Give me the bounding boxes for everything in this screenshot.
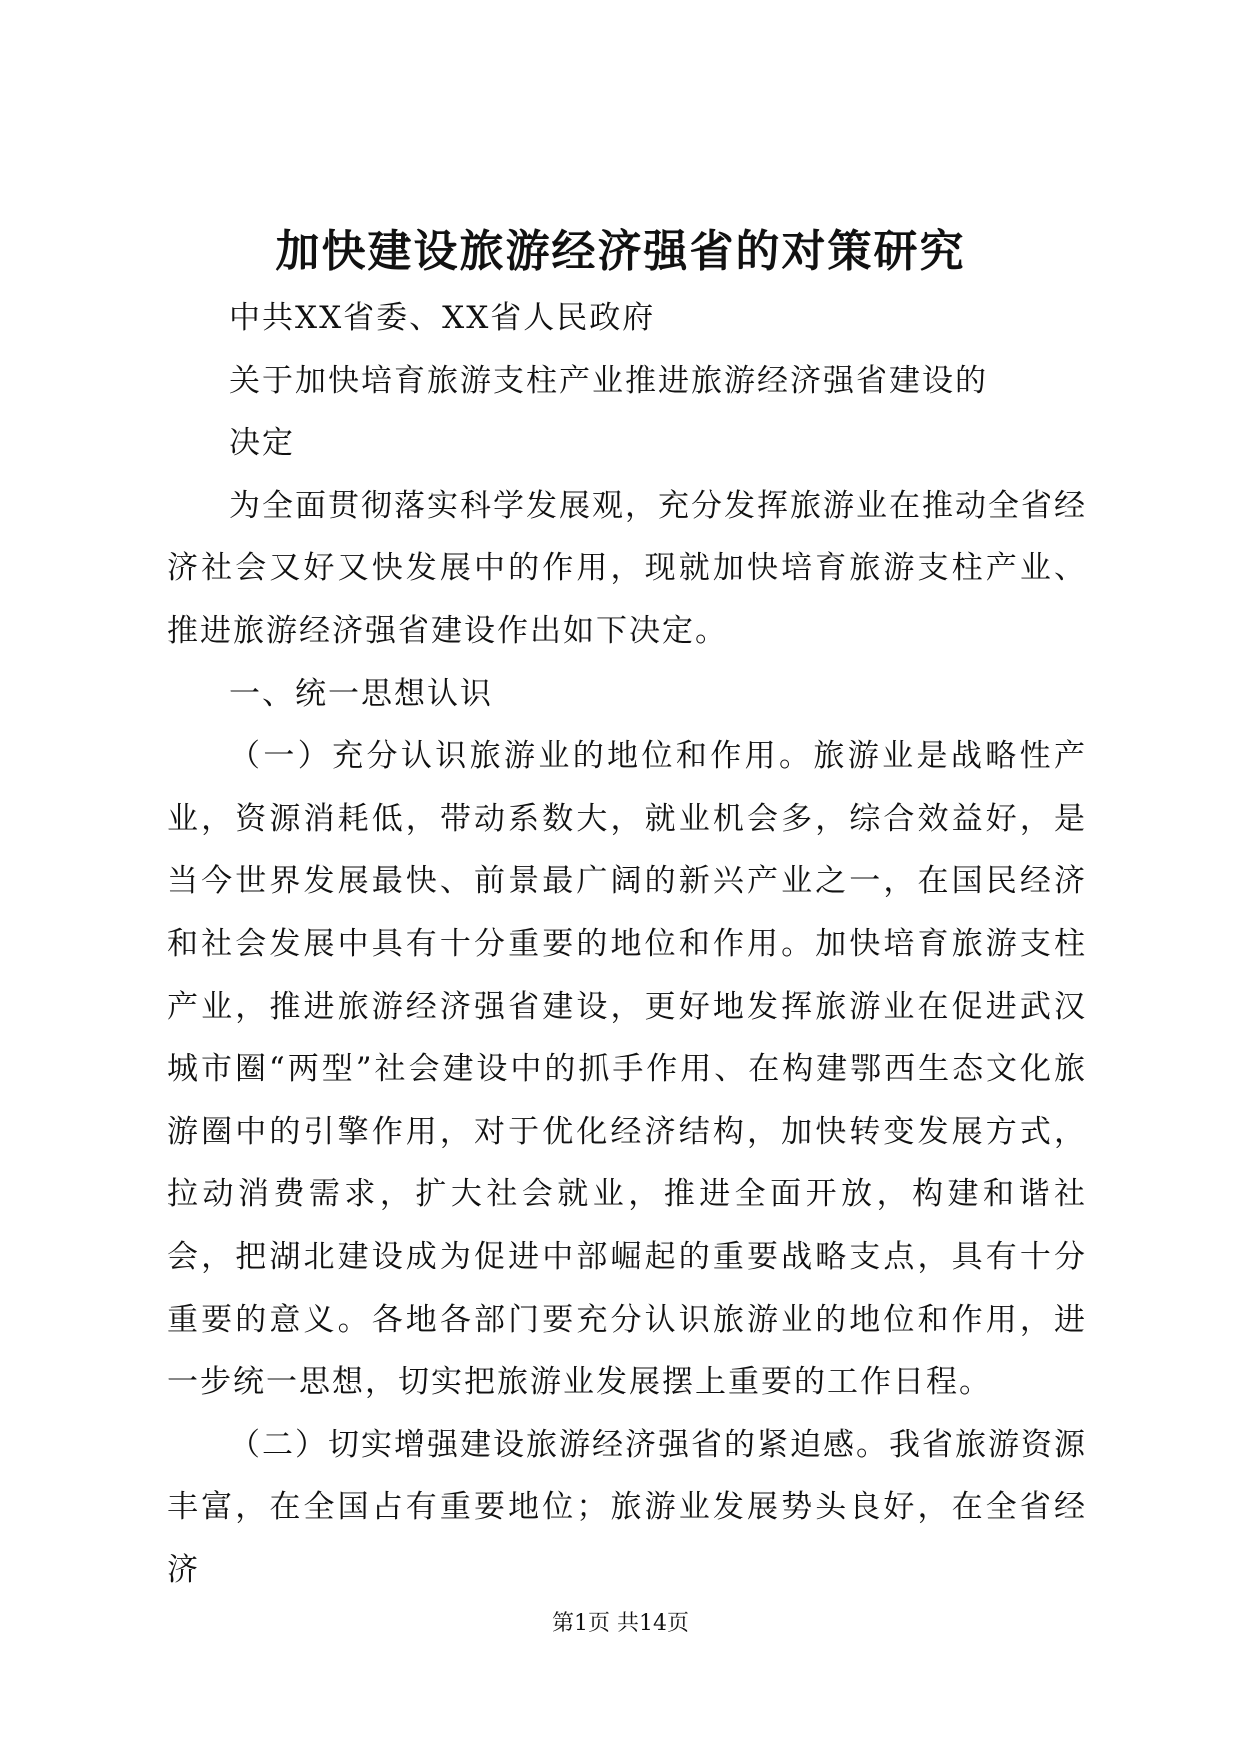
document-title: 加快建设旅游经济强省的对策研究 xyxy=(275,226,966,277)
decision-title-line: 关于加快培育旅游支柱产业推进旅游经济强省建设的 xyxy=(229,362,988,399)
decision-title-line-2: 决定 xyxy=(229,425,295,462)
issuer-line: 中共XX省委、XX省人民政府 xyxy=(229,300,656,336)
page-number-footer: 第1页 共14页 xyxy=(552,1611,689,1636)
body-paragraph: （一）充分认识旅游业的地位和作用。旅游业是战略性产业，资源消耗低，带动系数大，就业机会多，综合效益好，是当今世界发展最快、前景最广阔的新兴产业之一，在国民经济和社会发展中具有十分重要的地位和作用。加快培育旅游支柱产业，推进旅游经济强省建设，更好地发挥旅游业在促进武汉城市圈“两型”社会建设中的抓手作用、在构建鄂西生态文化旅游圈中的引擎作用，对于优化经济结构，加快转变发展方式，拉动消费需求，扩大社会就业，推进全面开放，构建和谐社会，把湖北建设成为促进中部崛起的重要战略支点，具有十分重要的意义。各地各部门要充分认识旅游业的地位和作用，进一步统一思想，切实把旅游业发展摆上重要的工作日程。 xyxy=(167,738,1087,1401)
section-heading: 一、统一思想认识 xyxy=(229,675,493,712)
body-paragraph: 为全面贯彻落实科学发展观，充分发挥旅游业在推动全省经济社会又好又快发展中的作用，现就加快培育旅游支柱产业、推进旅游经济强省建设作出如下决定。 xyxy=(167,487,1087,649)
document-body xyxy=(167,287,1087,1601)
body-paragraph: （二）切实增强建设旅游经济强省的紧迫感。我省旅游资源丰富，在全国占有重要地位；旅游业发展势头良好，在全省经济 xyxy=(167,1426,1087,1588)
